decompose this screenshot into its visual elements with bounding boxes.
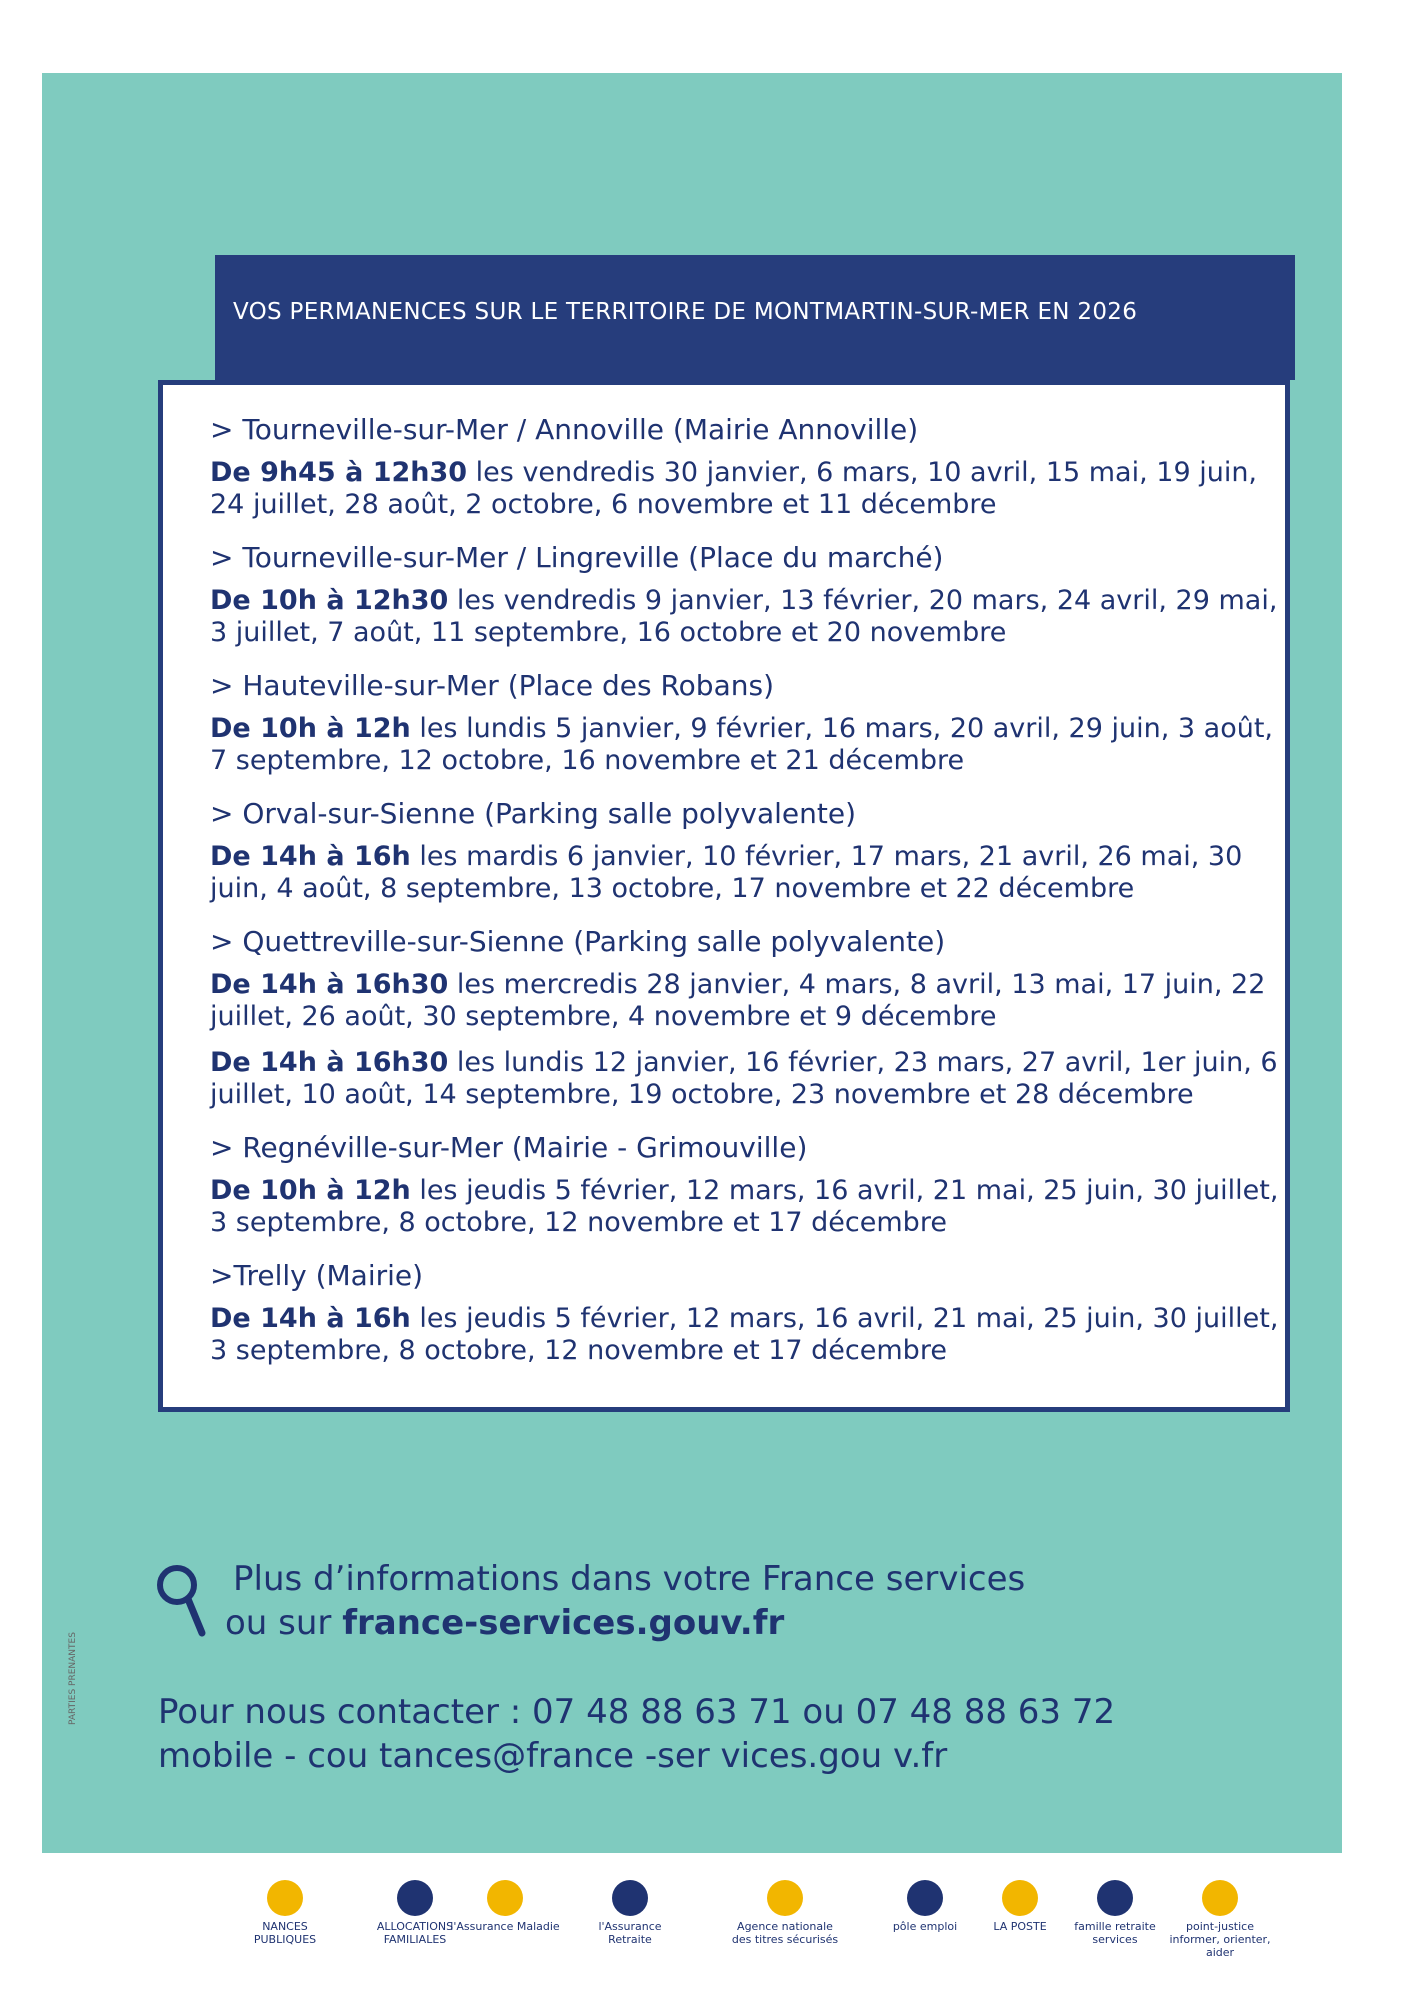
logo-mark-icon [487,1880,523,1916]
logo-mark-icon [1002,1880,1038,1916]
logo-label: l'Assurance Retraite [598,1920,662,1946]
schedule-days: les lundis 5 janvier, 9 février, 16 mars, 20 avril, 29 juin, 3 août, 7 septembre, 12 octobre, 16 novembre et 21 décembre [210,713,1273,776]
contact-section [158,1690,1115,1778]
logo-label: point-justice informer, orienter, aider [1169,1920,1271,1959]
partner-logos [230,1880,1290,1960]
schedule-hours: De 10h à 12h [210,1175,411,1206]
schedule-line [210,969,1280,1033]
schedule-line [210,1303,1280,1367]
schedule-hours: De 14h à 16h30 [210,969,449,1000]
logo-label: pôle emploi [892,1920,958,1933]
logo-mark-icon [767,1880,803,1916]
logo-label: NANCES PUBLIQUES [253,1920,317,1946]
info-prefix: ou sur [225,1603,343,1643]
info-text: Plus d’informations dans votre France services [233,1559,1026,1599]
schedule-hours: De 14h à 16h [210,841,411,872]
location-heading: >Trelly (Mairie) [210,1259,424,1292]
logo-label: famille retraite services [1074,1920,1156,1946]
location-heading: > Orval-sur-Sienne (Parking salle polyvalente) [210,797,857,830]
schedule-hours: De 10h à 12h30 [210,585,449,616]
logo-point-justice [1165,1880,1275,1959]
schedule-box [158,380,1290,1412]
schedule-hours: De 14h à 16h [210,1303,411,1334]
logo-label: l'Assurance Maladie [450,1920,560,1933]
schedule-line [210,713,1280,777]
schedule-days: les lundis 12 janvier, 16 février, 23 mars, 27 avril, 1er juin, 6 juillet, 10 août, 14 septembre, 19 octobre, 23 novembre et 28 décembre [210,1047,1278,1110]
logo-mark-icon [907,1880,943,1916]
schedule-hours: De 10h à 12h [210,713,411,744]
logo-mark-icon [397,1880,433,1916]
contact-email[interactable]: mobile - cou tances@france -ser vices.gou v.fr [158,1736,948,1776]
schedule-days: les jeudis 5 février, 12 mars, 16 avril, 21 mai, 25 juin, 30 juillet, 3 septembre, 8 octobre, 12 novembre et 17 décembre [210,1175,1279,1238]
logo-label: ALLOCATIONS FAMILIALES [376,1920,454,1946]
logo-mark-icon [267,1880,303,1916]
logo-label: LA POSTE [993,1920,1047,1933]
schedule-hours: De 9h45 à 12h30 [210,457,468,488]
logo-la-poste [965,1880,1075,1933]
location-heading: > Tourneville-sur-Mer / Lingreville (Place du marché) [210,541,944,574]
logo-msa [1060,1880,1170,1946]
schedule-line [210,1175,1280,1239]
schedule-days: les vendredis 30 janvier, 6 mars, 10 avril, 15 mai, 19 juin, 24 juillet, 28 août, 2 octobre, 6 novembre et 11 décembre [210,457,1258,520]
logo-ants [730,1880,840,1946]
logo-mark-icon [1097,1880,1133,1916]
banner-title: VOS PERMANENCES SUR LE TERRITOIRE DE MONTMARTIN-SUR-MER EN 2026 [233,299,1138,325]
info-link-line [225,1603,784,1643]
logo-mark-icon [1202,1880,1238,1916]
side-caption: PARTIES PRENANTES [68,1632,78,1725]
schedule-hours: De 14h à 16h30 [210,1047,449,1078]
logo-mark-icon [612,1880,648,1916]
schedule-line [210,841,1280,905]
schedule-line [210,1047,1280,1111]
logo-assurance-retraite [575,1880,685,1946]
schedule-list [210,413,1280,1387]
location-heading: > Regnéville-sur-Mer (Mairie - Grimouville) [210,1131,808,1164]
schedule-line [210,457,1280,521]
magnifier-icon [155,1561,211,1641]
location-heading: > Quettreville-sur-Sienne (Parking salle polyvalente) [210,925,946,958]
header-banner [215,255,1295,380]
schedule-days: les mercredis 28 janvier, 4 mars, 8 avril, 13 mai, 17 juin, 22 juillet, 26 août, 30 septembre, 4 novembre et 9 décembre [210,969,1266,1032]
location-heading: > Hauteville-sur-Mer (Place des Robans) [210,669,774,702]
schedule-line [210,585,1280,649]
schedule-days: les jeudis 5 février, 12 mars, 16 avril, 21 mai, 25 juin, 30 juillet, 3 septembre, 8 octobre, 12 novembre et 17 décembre [210,1303,1279,1366]
website-link[interactable]: france-services.gouv.fr [342,1603,785,1643]
schedule-days: les vendredis 9 janvier, 13 février, 20 mars, 24 avril, 29 mai, 3 juillet, 7 août, 11 septembre, 16 octobre et 20 novembre [210,585,1278,648]
logo-pole-emploi [870,1880,980,1933]
logo-label: Agence nationale des titres sécurisés [731,1920,839,1946]
logo-assurance-maladie [450,1880,560,1933]
schedule-days: les mardis 6 janvier, 10 février, 17 mars, 21 avril, 26 mai, 30 juin, 4 août, 8 septembre, 13 octobre, 17 novembre et 22 décembre [210,841,1243,904]
contact-phone: Pour nous contacter : 07 48 88 63 71 ou 07 48 88 63 72 [158,1692,1116,1732]
logo-finances-publiques [230,1880,340,1946]
location-heading: > Tourneville-sur-Mer / Annoville (Mairie Annoville) [210,413,919,446]
